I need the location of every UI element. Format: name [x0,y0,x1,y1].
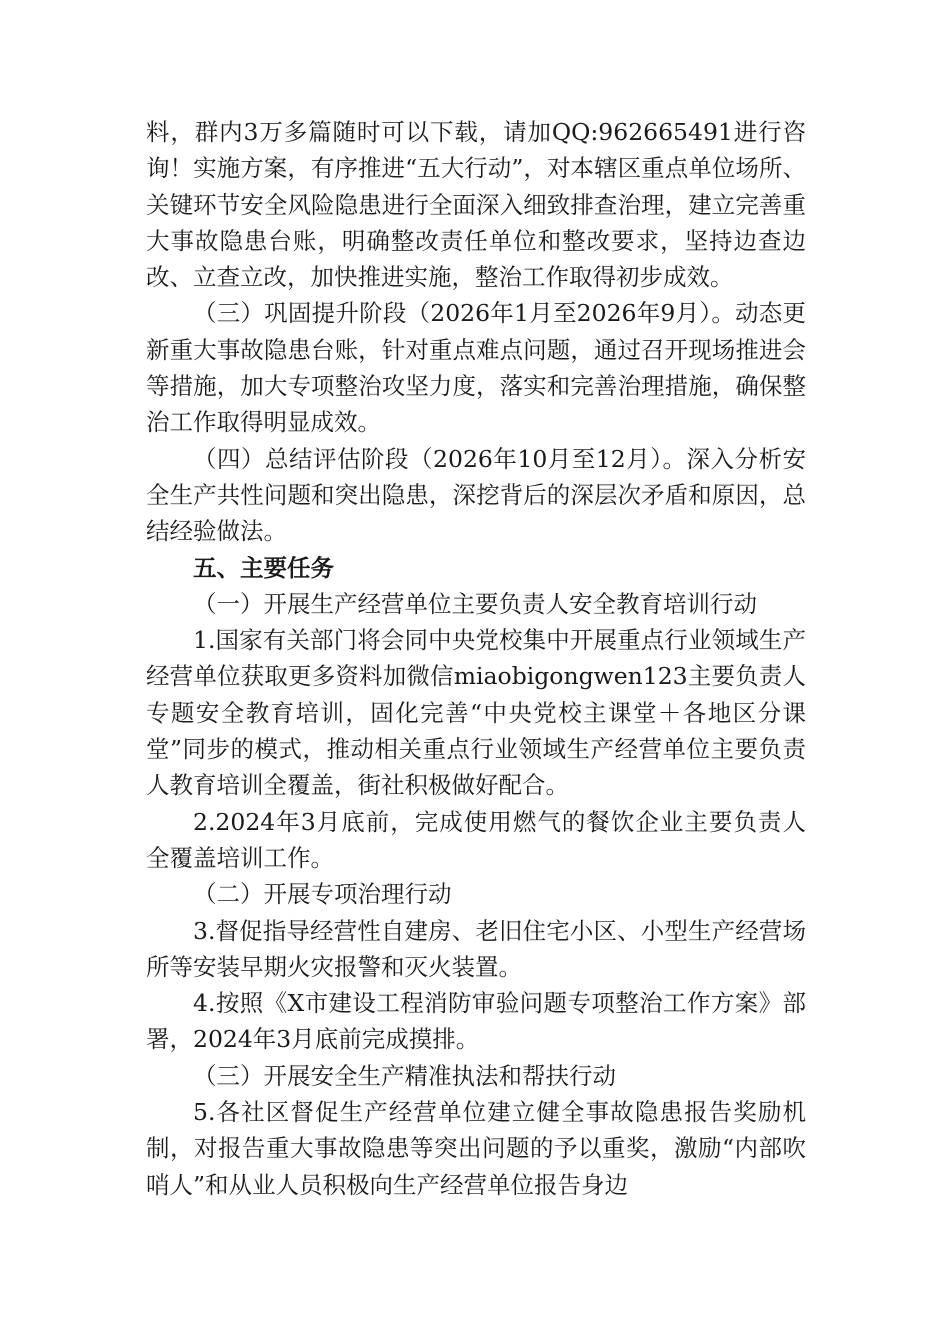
section-heading-main-tasks: 五、主要任务 [193,553,334,582]
paragraph-continuation: 料，群内3万多篇随时可以下载，请加QQ:962665491进行咨询！实施方案，有序推进“五大行动”，对本辖区重点单位场所、关键环节安全风险隐患进行全面深入细致排查治理，建立完善重大事故隐患台账，明确整改责任单位和整改要求，坚持边查边改、立查立改，加快推进实施，整治工作取得初步成效。 [146,118,806,292]
paragraph-item-3: 3.督促指导经营性自建房、老旧住宅小区、小型生产经营场所等安装早期火灾报警和灭火装置。 [146,916,806,981]
paragraph-item-2: 2.2024年3月底前，完成使用燃气的餐饮企业主要负责人全覆盖培训工作。 [146,807,806,872]
subheading-special-governance: （二）开展专项治理行动 [193,880,452,909]
paragraph-item-4: 4.按照《X市建设工程消防审验问题专项整治工作方案》部署，2024年3月底前完成摸排。 [146,989,806,1054]
paragraph-stage-four: （四）总结评估阶段（2026年10月至12月）。深入分析安全生产共性问题和突出隐患，深挖背后的深层次矛盾和原因，总结经验做法。 [146,444,806,546]
paragraph-item-1: 1.国家有关部门将会同中央党校集中开展重点行业领域生产经营单位获取更多资料加微信miaobigongwen123主要负责人专题安全教育培训，固化完善“中央党校主课堂＋各地区分课堂”同步的模式，推动相关重点行业领域生产经营单位主要负责人教育培训全覆盖，街社积极做好配合。 [146,626,806,800]
document-page [146,114,806,1203]
subheading-training-action: （一）开展生产经营单位主要负责人安全教育培训行动 [193,589,757,618]
subheading-enforcement-action: （三）开展安全生产精准执法和帮扶行动 [193,1061,616,1090]
paragraph-item-5: 5.各社区督促生产经营单位建立健全事故隐患报告奖励机制，对报告重大事故隐患等突出问题的予以重奖，激励“内部吹哨人”和从业人员积极向生产经营单位报告身边 [146,1098,806,1199]
paragraph-stage-three: （三）巩固提升阶段（2026年1月至2026年9月）。动态更新重大事故隐患台账，针对重点难点问题，通过召开现场推进会等措施，加大专项整治攻坚力度，落实和完善治理措施，确保整治工作取得明显成效。 [146,299,806,437]
